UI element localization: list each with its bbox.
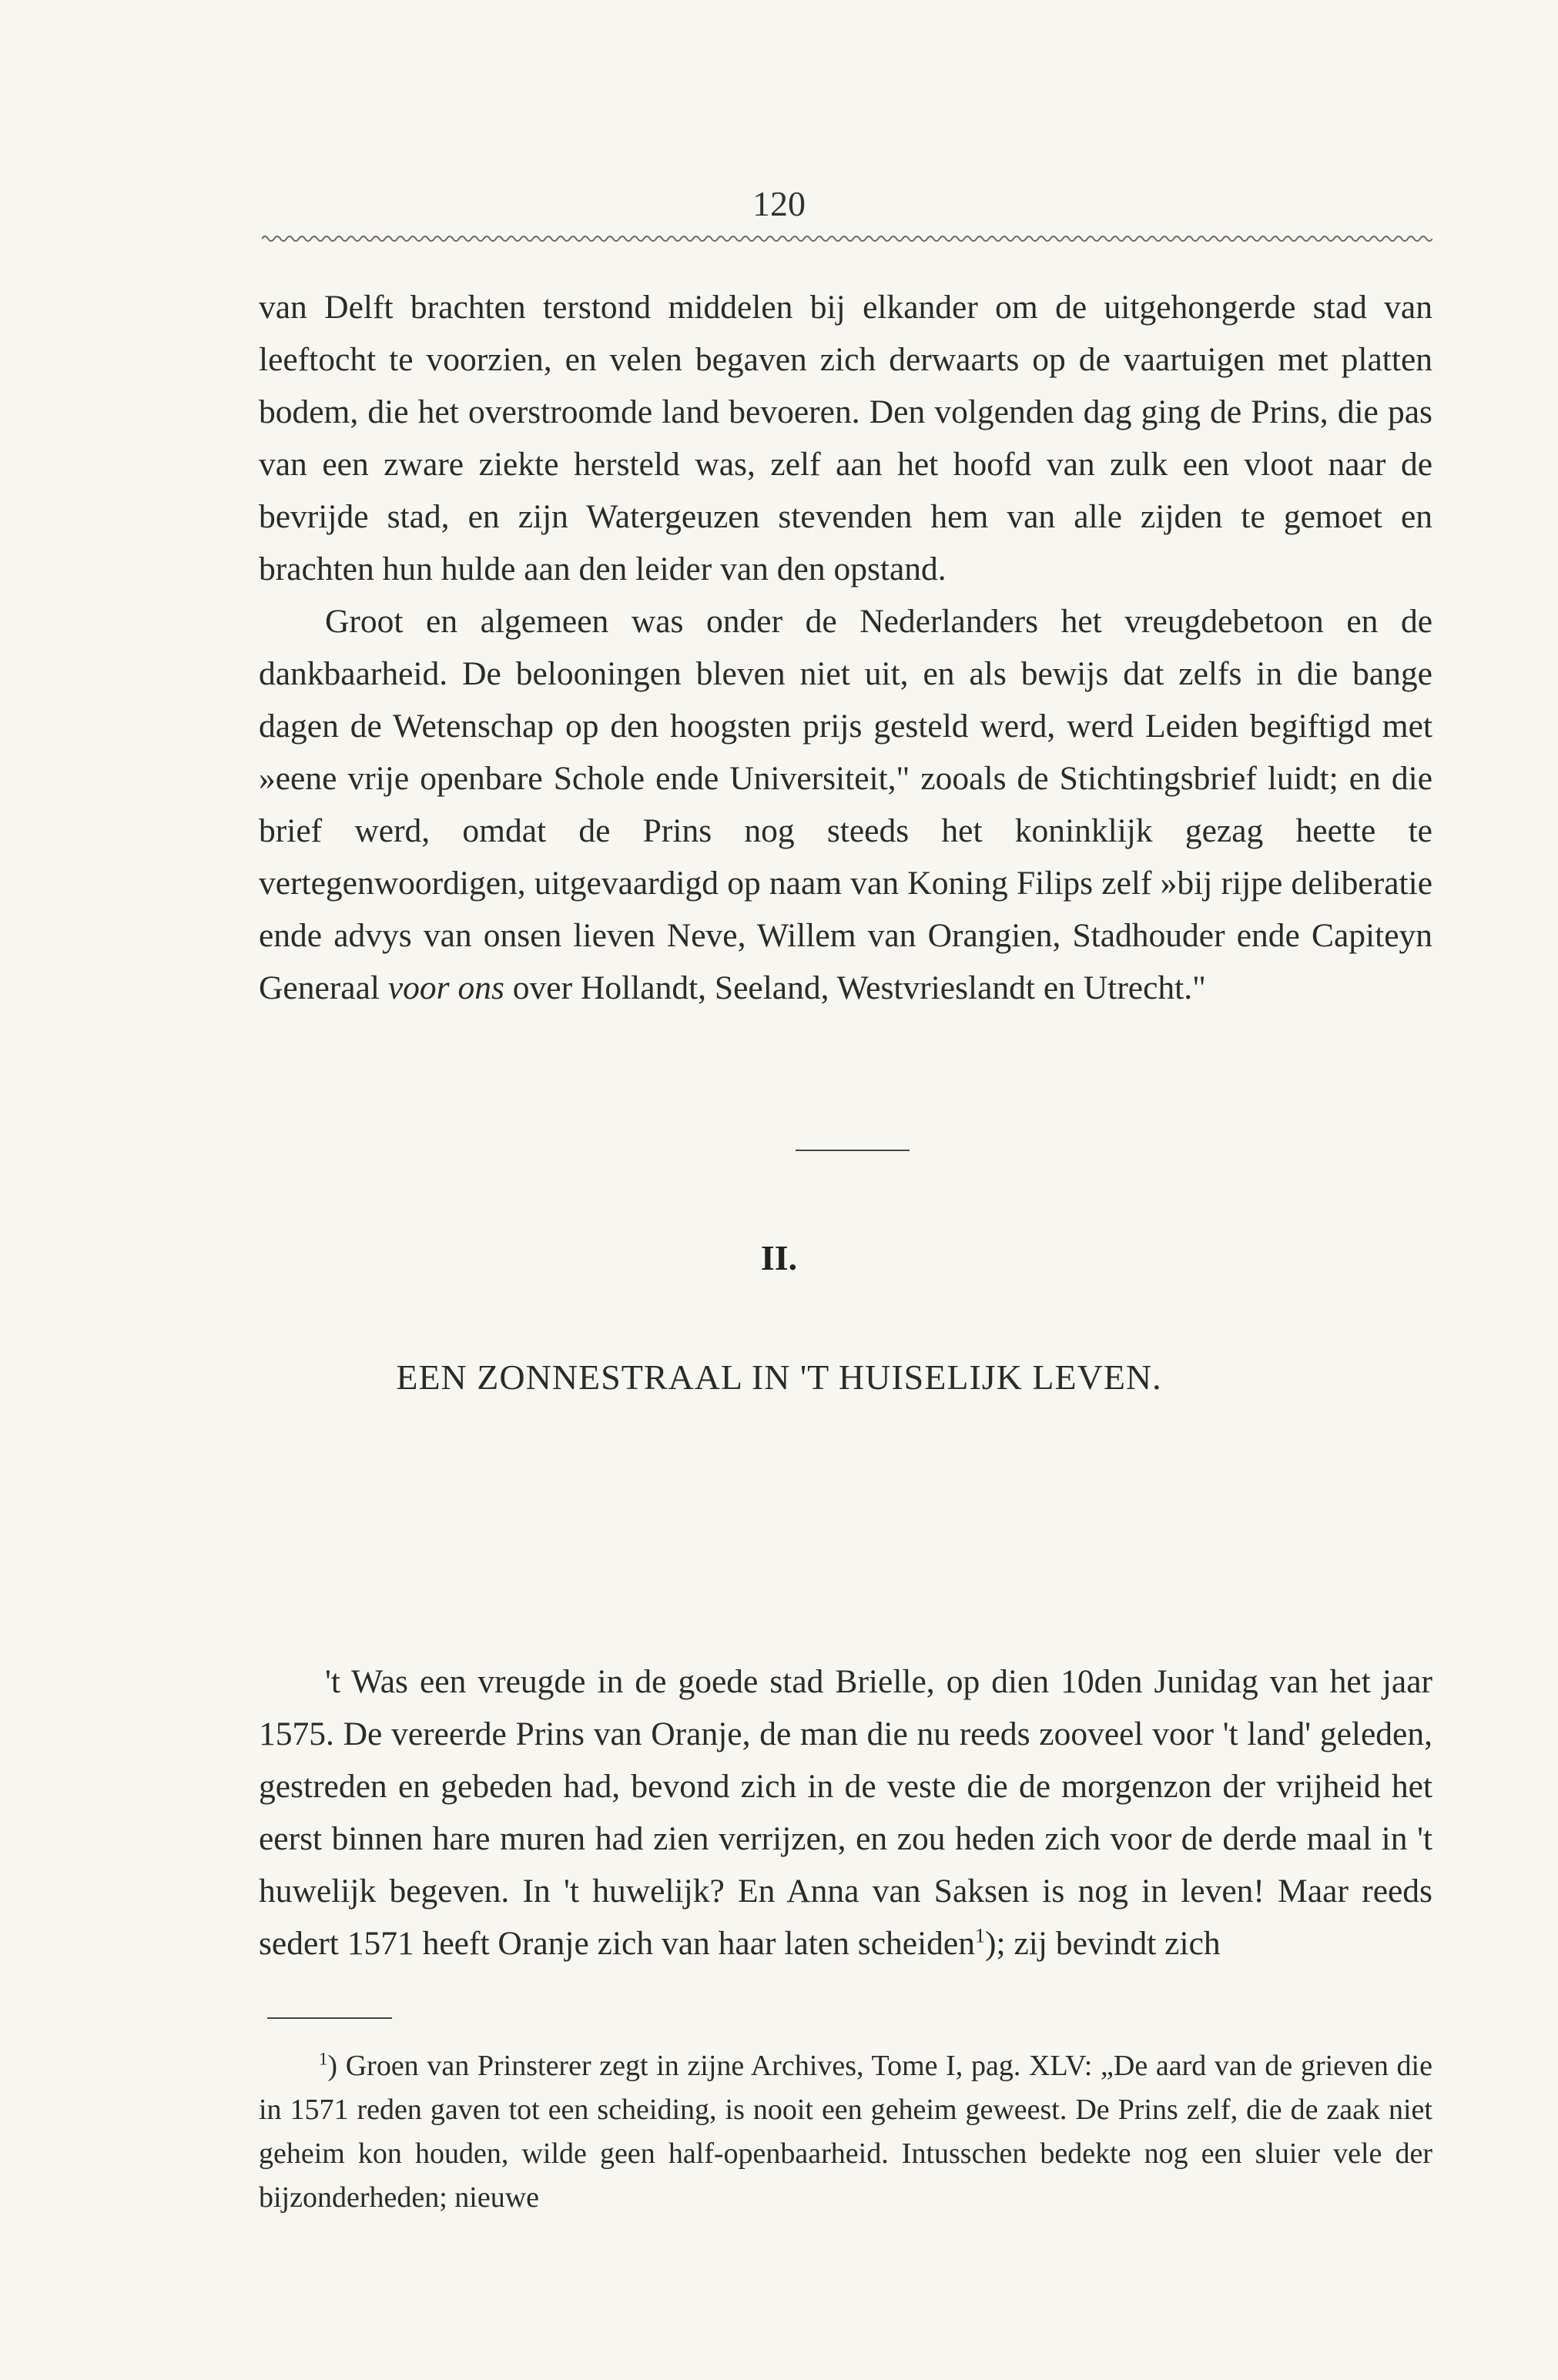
- paragraph-groot-start: Groot en algemeen was onder de Nederlanders het vreugdebetoon en de dankbaarheid. De belooningen bleven niet uit, en als bewijs dat zelfs in die bange dagen de Wetenschap op den hoogsten prijs gesteld werd, werd Leiden begiftigd met »eene vrije openbare Schole ende Universiteit," zooals de Stichtingsbrief luidt; en die brief werd, omdat de Prins nog steeds het koninklijk gezag heette te vertegenwoordigen, uitgevaardigd op naam van Koning Filips zelf »bij rijpe deliberatie ende advys van onsen lieven Neve, Willem van Orangien, Stadhouder ende Capiteyn Generaal: [259, 603, 1432, 1006]
- paragraph-continued: van Delft brachten terstond middelen bij elkander om de uitgehongerde stad van leeftocht te voorzien, en velen begaven zich derwaarts op de vaartuigen met platten bodem, die het overstroomde land bevoeren. Den volgenden dag ging de Prins, die pas van een zware ziekte hersteld was, zelf aan het hoofd van zulk een vloot naar de bevrijde stad, en zijn Watergeuzen stevenden hem van alle zijden te gemoet en brachten hun hulde aan den leider van den opstand.: [259, 289, 1432, 587]
- footnote-marker: 1: [319, 2049, 328, 2069]
- page-number: 120: [752, 184, 806, 223]
- section-title: EEN ZONNESTRAAL IN 'T HUISELIJK LEVEN.: [396, 1357, 1162, 1397]
- paragraph-brielle: [259, 1655, 1432, 1970]
- footnote: [259, 2044, 1432, 2220]
- text-block-continuation: [259, 281, 1432, 1014]
- footnote-divider: [267, 2017, 392, 2019]
- section-divider: [796, 1150, 910, 1151]
- paragraph-groot-end: over Hollandt, Seeland, Westvrieslandt en Utrecht.": [512, 969, 1206, 1006]
- paragraph-brielle-start: 't Was een vreugde in de goede stad Brielle, op dien 10den Junidag van het jaar 1575. De vereerde Prins van Oranje, de man die nu reeds zooveel voor 't land' geleden, gestreden en gebeden had, bevond zich in de veste die de morgenzon der vrijheid het eerst binnen hare muren had zien verrijzen, en zou heden zich voor de derde maal in 't huwelijk begeven. In 't huwelijk? En Anna van Saksen is nog in leven! Maar reeds sedert 1571 heeft Oranje zich van haar laten scheiden: [259, 1663, 1432, 1962]
- paragraph-brielle-end: ); zij bevindt zich: [985, 1925, 1221, 1962]
- text-block-section-two: [259, 1655, 1432, 1970]
- italic-voor-ons: voor ons: [387, 969, 504, 1006]
- header-wavy-rule: [262, 231, 1432, 246]
- footnote-text: ) Groen van Prinsterer zegt in zijne Archives, Tome I, pag. XLV: „De aard van de grieven die in 1571 reden gaven tot een scheiding, is nooit een geheim geweest. De Prins zelf, die de zaak niet geheim kon houden, wilde geen half-openbaarheid. Intusschen bedekte nog een sluier vele der bijzonderheden; nieuwe: [259, 2050, 1432, 2214]
- footnote-reference[interactable]: 1: [974, 1924, 986, 1947]
- paragraph-groot: [259, 595, 1432, 1014]
- section-number: II.: [760, 1238, 798, 1277]
